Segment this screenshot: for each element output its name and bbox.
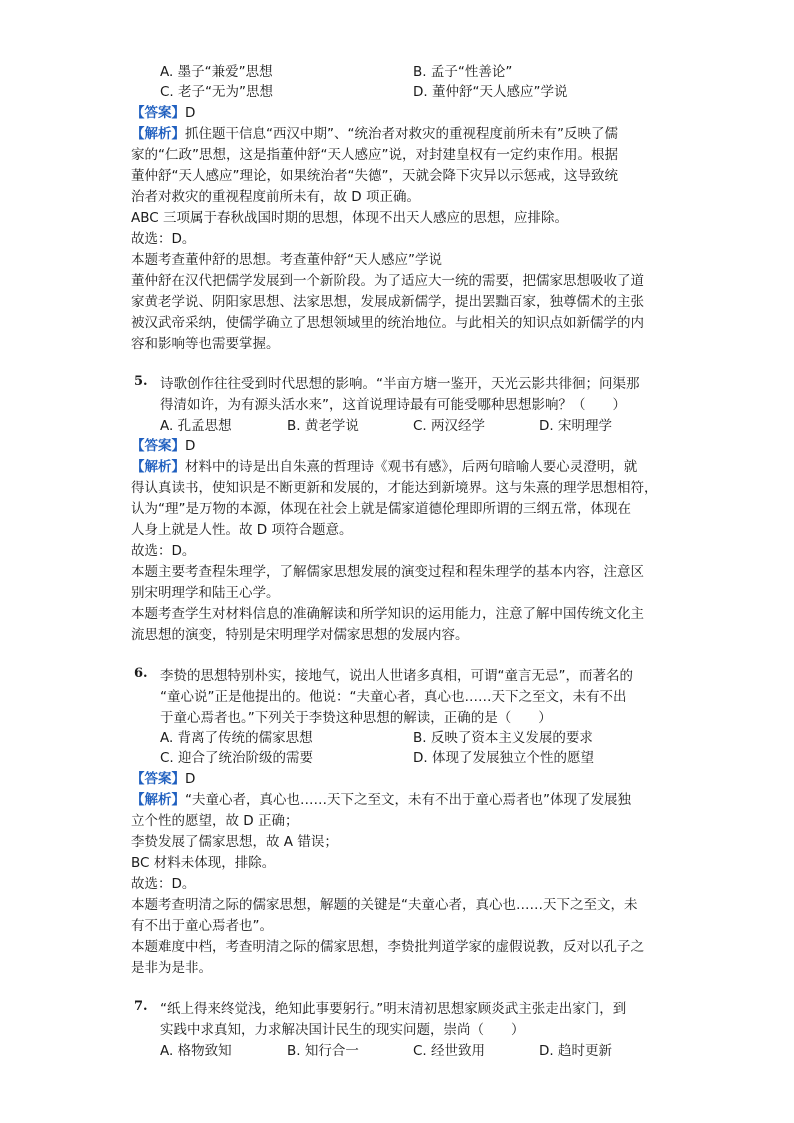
q5-answer <box>131 436 195 457</box>
q4-option-a: A. 墨子“兼爱”思想 <box>160 64 273 80</box>
q6-analysis-line <box>131 790 631 811</box>
q4-option-b: B. 孟子“性善论” <box>413 64 513 80</box>
q5-option-a: A. 孔孟思想 <box>160 418 232 434</box>
q6-analysis-line: BC 材料未体现，排除。 <box>131 855 276 871</box>
q6-choose: 故选：D。 <box>131 876 196 892</box>
q4-choose: 故选：D。 <box>131 231 196 247</box>
q6-note: 本题难度中档，考查明清之际的儒家思想，李贽批判道学家的虚假说教，反对以孔子之 <box>131 939 644 955</box>
q5-analysis-line <box>131 457 637 478</box>
q5-analysis-line: 认为“理”是万物的本源，体现在社会上就是儒家道德伦理即所谓的三纲五常，体现在 <box>131 501 631 517</box>
q6-option-d: D. 体现了发展独立个性的愿望 <box>413 750 594 766</box>
q6-number: 6. <box>134 666 148 681</box>
answer-value: D <box>185 105 196 121</box>
q5-note: 别宋明理学和陆王心学。 <box>131 585 280 601</box>
answer-value: D <box>185 771 196 787</box>
q4-note: 家黄老学说、阴阳家思想、法家思想，发展成新儒学，提出罢黜百家，独尊儒术的主张 <box>131 294 644 310</box>
q5-number: 5. <box>134 374 148 389</box>
analysis-tag: 【解析】 <box>131 792 185 808</box>
q7-option-c: C. 经世致用 <box>413 1043 486 1059</box>
q4-note: ABC 三项属于春秋战国时期的思想，体现不出天人感应的思想，应排除。 <box>131 210 568 226</box>
q4-analysis-line: 治者对救灾的重视程度前所未有，故 D 项正确。 <box>131 189 420 205</box>
q4-note: 本题考查董仲舒的思想。考查董仲舒“天人感应”学说 <box>131 252 442 268</box>
q6-note: 本题考查明清之际的儒家思想，解题的关键是“夫童心者，真心也……天下之至文，未 <box>131 897 638 913</box>
q7-option-d: D. 趋时更新 <box>539 1043 612 1059</box>
q4-note: 容和影响等也需要掌握。 <box>131 336 280 352</box>
q4-analysis-line: 董仲舒“天人感应”理论，如果统治者“失德”，天就会降下灾异以示惩戒，这导致统 <box>131 168 618 184</box>
q7-option-b: B. 知行合一 <box>287 1043 359 1059</box>
q6-option-b: B. 反映了资本主义发展的要求 <box>413 730 593 746</box>
q7-option-a: A. 格物致知 <box>160 1043 232 1059</box>
q4-note: 董仲舒在汉代把儒学发展到一个新阶段。为了适应大一统的需要，把儒家思想吸收了道 <box>131 273 644 289</box>
q6-analysis-line: 立个性的愿望，故 D 正确； <box>131 813 299 829</box>
q5-analysis-line: 人身上就是人性。故 D 项符合题意。 <box>131 522 353 538</box>
q4-analysis-line: 家的“仁政”思想，这是指董仲舒“天人感应”说，对封建皇权有一定约束作用。根据 <box>131 147 618 163</box>
q7-stem: “纸上得来终觉浅，绝知此事要躬行。”明末清初思想家顾炎武主张走出家门，到 <box>160 1001 627 1017</box>
q6-option-a: A. 背离了传统的儒家思想 <box>160 730 313 746</box>
analysis-text: 材料中的诗是出自朱熹的哲理诗《观书有感》，后两句暗喻人要心灵澄明，就 <box>185 459 638 475</box>
q5-analysis-line: 得认真读书，使知识是不断更新和发展的，才能达到新境界。这与朱熹的理学思想相符， <box>131 480 658 496</box>
q5-note: 本题主要考查程朱理学，了解儒家思想发展的演变过程和程朱理学的基本内容，注意区 <box>131 564 644 580</box>
q6-note: 有不出于童心焉者也”。 <box>131 918 273 934</box>
analysis-tag: 【解析】 <box>131 459 185 475</box>
q5-stem: 诗歌创作往往受到时代思想的影响。“半亩方塘一鉴开，天光云影共徘徊；问渠那 <box>160 376 640 392</box>
q5-option-c: C. 两汉经学 <box>413 418 486 434</box>
analysis-text: “夫童心者，真心也……天下之至文，未有不出于童心焉者也”体现了发展独 <box>185 792 631 808</box>
q4-analysis-line <box>131 124 618 145</box>
analysis-text: 抓住题干信息“西汉中期”、“统治者对救灾的重视程度前所未有”反映了儒 <box>185 126 618 142</box>
q5-note: 流思想的演变，特别是宋明理学对儒家思想的发展内容。 <box>131 627 469 643</box>
q7-stem: 实践中求真知，力求解决国计民生的现实问题，崇尚（ ） <box>160 1022 525 1038</box>
q5-option-b: B. 黄老学说 <box>287 418 359 434</box>
q4-option-c: C. 老子“无为”思想 <box>160 84 273 100</box>
q6-analysis-line: 李贽发展了儒家思想，故 A 错误； <box>131 834 338 850</box>
q5-choose: 故选：D。 <box>131 543 196 559</box>
q5-stem: 得清如许，为有源头活水来”，这首说理诗最有可能受哪种思想影响？（ ） <box>160 397 626 413</box>
q4-answer <box>131 103 195 124</box>
answer-value: D <box>185 438 196 454</box>
q6-option-c: C. 迎合了统治阶级的需要 <box>160 750 314 766</box>
q6-note: 是非为是非。 <box>131 960 212 976</box>
q4-note: 被汉武帝采纳，使儒学确立了思想领域里的统治地位。与此相关的知识点如新儒学的内 <box>131 315 644 331</box>
q6-stem: 李贽的思想特别朴实，接地气，说出人世诸多真相，可谓“童言无忌”，而著名的 <box>160 668 633 684</box>
answer-tag: 【答案】 <box>131 438 185 454</box>
q5-note: 本题考查学生对材料信息的准确解读和所学知识的运用能力，注意了解中国传统文化主 <box>131 606 644 622</box>
q6-stem: “童心说”正是他提出的。他说：“夫童心者，真心也……天下之至文，未有不出 <box>160 689 627 705</box>
q5-option-d: D. 宋明理学 <box>539 418 612 434</box>
analysis-tag: 【解析】 <box>131 126 185 142</box>
q6-answer <box>131 769 195 790</box>
q4-option-d: D. 董仲舒“天人感应”学说 <box>413 84 568 100</box>
answer-tag: 【答案】 <box>131 105 185 121</box>
q6-stem: 于童心焉者也。”下列关于李贽这种思想的解读，正确的是（ ） <box>160 710 552 726</box>
answer-tag: 【答案】 <box>131 771 185 787</box>
q7-number: 7. <box>134 999 148 1014</box>
